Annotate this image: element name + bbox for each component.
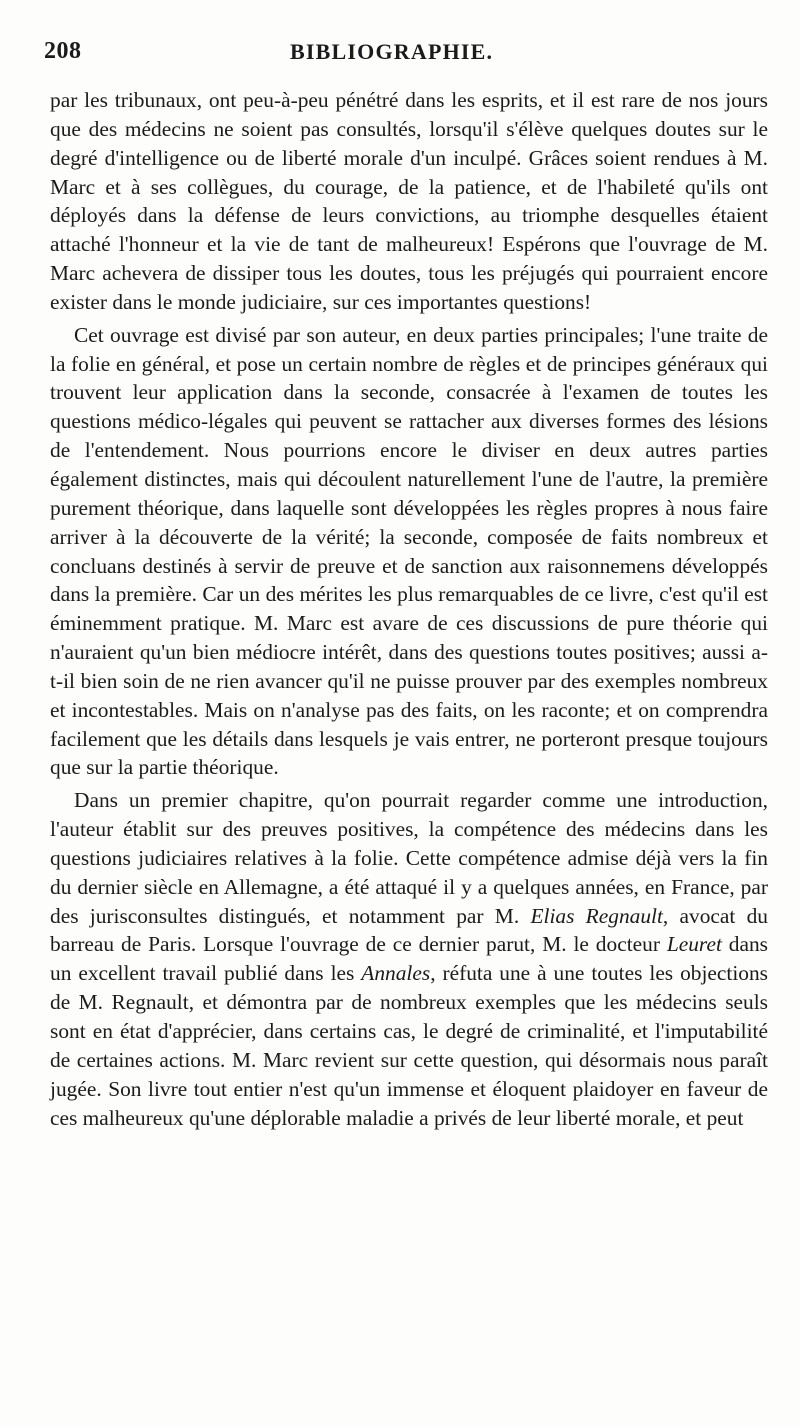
paragraph-1: par les tribunaux, ont peu-à-peu pénétré dans les esprits, et il est rare de nos jours que des médecins ne soient pas consultés, lorsqu'il s'élève quelques doutes sur le degré d'intelligence ou de liberté morale d'un inculpé. Grâces soient rendues à M. Marc et à ses collègues, du courage, de la patience, et de l'habileté qu'ils ont déployés dans la défense de leurs convictions, au triomphe desquelles étaient attaché l'honneur et la vie de tant de malheureux! Espérons que l'ouvrage de M. Marc achevera de dissiper tous les doutes, tous les préjugés qui pourraient encore exister dans le monde judiciaire, sur ces importantes questions! (50, 88, 768, 314)
page-number: 208 (44, 38, 82, 64)
body-text (50, 86, 768, 1132)
paragraph-3-part-2: , avocat du barreau de Paris. Lorsque l'ouvrage de ce dernier parut, M. le docteur (50, 903, 768, 957)
paragraph-3-part-3: dans un excellent travail publié dans les (50, 932, 769, 986)
paragraph-3 (50, 786, 768, 1132)
paragraph-3-part-1: Dans un premier chapitre, qu'on pourrait regarder comme une introduction, l'auteur établit sur des preuves positives, la compétence des médecins dans les questions judiciaires relatives à la folie. Cette compétence admise déjà vers la fin du dernier siècle en Allemagne, a été attaqué il y a quelques années, en France, par des jurisconsultes distingués, et notamment par M. (50, 788, 768, 928)
running-title: BIBLIOGRAPHIE. (290, 39, 494, 64)
paragraph-2: Cet ouvrage est divisé par son auteur, en deux parties principales; l'une traite de la folie en général, et pose un certain nombre de règles et de principes généraux qui trouvent leur application dans la seconde, consacrée à l'examen de toutes les questions médico-légales qui peuvent se rattacher aux diverses formes des lésions de l'entendement. Nous pourrions encore le diviser en deux autres parties également distinctes, mais qui découlent naturellement l'une de l'autre, la première purement théorique, dans laquelle sont développées les règles propres à nous faire arriver à la découverte de la vérité; la seconde, composée de faits nombreux et concluans destinés à servir de preuve et de sanction aux raisonnemens développés dans la première. Car un des mérites les plus remarquables de ce livre, c'est qu'il est éminemment pratique. M. Marc est avare de ces discussions de pure théorie qui n'auraient qu'un bien médiocre intérêt, dans des questions toutes positives; aussi a-t-il bien soin de ne rien avancer qu'il ne puisse prouver par des exemples nombreux et incontestables. Mais on n'analyse pas des faits, on les raconte; et on comprendra facilement que les détails dans lesquels je vais entrer, ne porteront presque toujours que sur la partie théorique. (50, 322, 768, 780)
italic-name-regnault: Elias Regnault (530, 903, 663, 928)
italic-name-leuret: Leuret (666, 932, 722, 957)
italic-title-annales: Annales (361, 961, 431, 986)
running-head (44, 38, 760, 78)
paragraph-3-part-4: , réfuta une à une toutes les objections de M. Regnault, et démontra par de nombreux exemples que les médecins seuls sont en état d'apprécier, dans certains cas, le degré de criminalité, et l'imputabilité de certaines actions. M. Marc revient sur cette question, qui désormais nous paraît jugée. Son livre tout entier n'est qu'un immense et éloquent plaidoyer en faveur de ces malheureux qu'une déplorable maladie a privés de leur liberté morale, et peut (50, 961, 768, 1130)
